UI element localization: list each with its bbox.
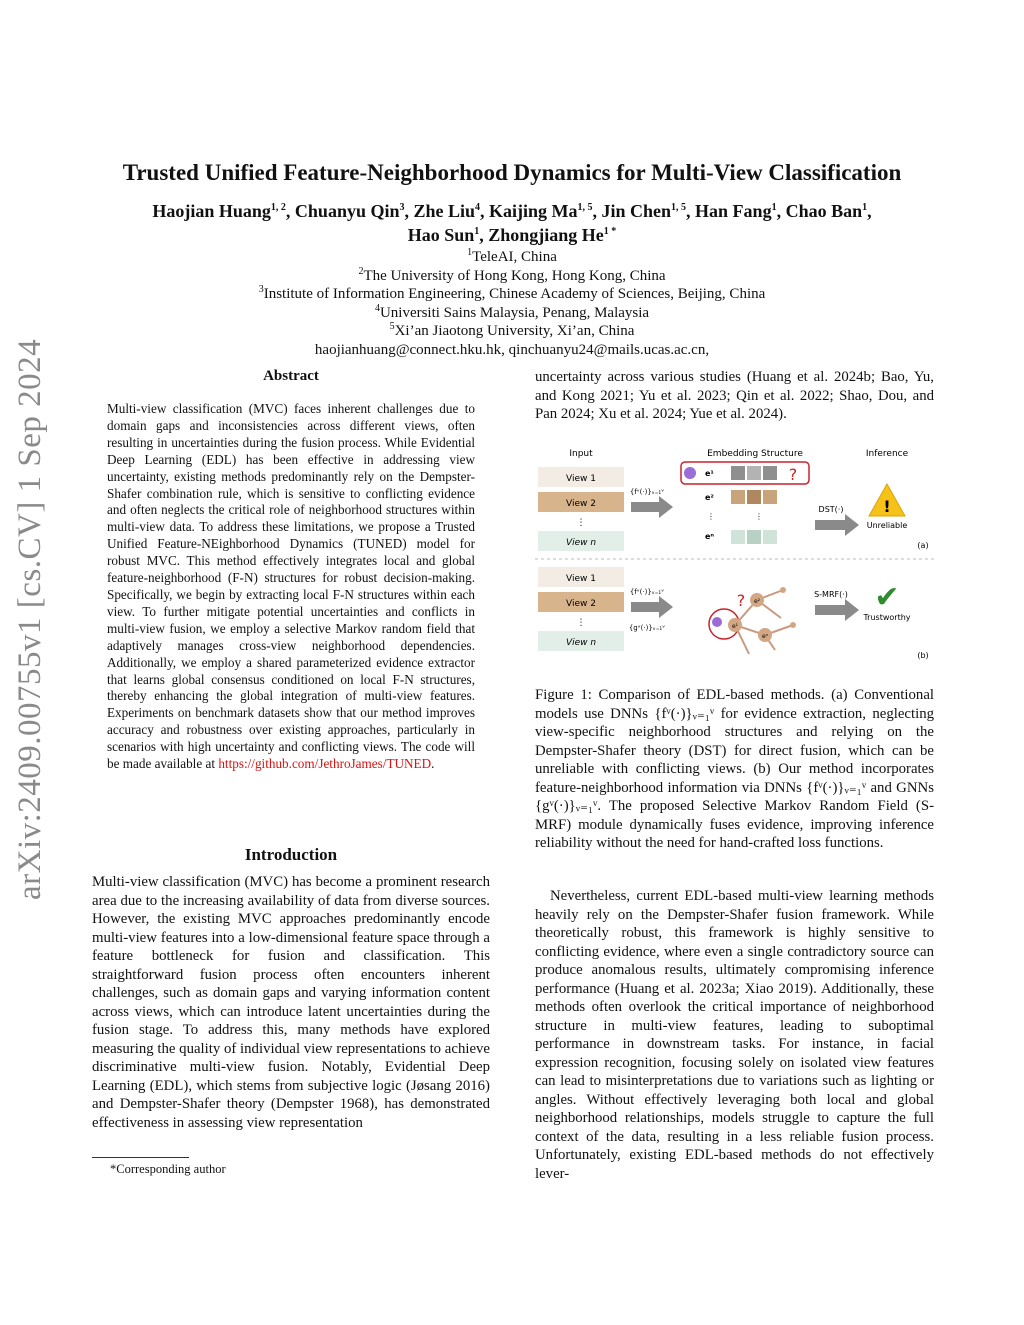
smrf-label: S-MRF(·) (814, 590, 848, 599)
view-label: View 2 (566, 499, 596, 509)
introduction-heading: Introduction (244, 845, 338, 864)
author-list (90, 199, 934, 247)
figure-diagram (535, 440, 934, 665)
view-label: View n (565, 538, 597, 548)
code-link[interactable]: https://github.com/JethroJames/TUNED (218, 756, 432, 772)
figure-1 (535, 440, 934, 665)
author: Han Fang$^1$, (695, 201, 786, 221)
col-inference: Inference (865, 449, 909, 459)
emails: haojianhuang@connect.hku.hk, qinchuanyu24@mails.ucas.ac.cn, (314, 341, 710, 358)
author: Chao Ban$^1$, (785, 201, 872, 221)
question-mark: ? (788, 465, 798, 484)
affiliation: $^3$Institute of Information Engineering, Chinese Academy of Sciences, Beijing, China (258, 284, 766, 302)
check-icon: ✔ (874, 580, 900, 615)
graph-node-label: eⁿ (761, 633, 769, 640)
unreliable-label: Unreliable (866, 521, 908, 530)
col-input: Input (569, 449, 593, 459)
panel-a-label: (a) (917, 541, 929, 550)
embedding-label: eⁿ (705, 532, 715, 541)
author: Chuanyu Qin$^3$, (294, 201, 414, 221)
warning-icon: ! (883, 497, 891, 516)
question-mark: ? (736, 591, 746, 610)
view-dots: ⋮ (576, 618, 586, 628)
affiliations (150, 248, 874, 359)
affiliation: $^1$TeleAI, China (467, 247, 557, 265)
embedding-dots: ⋮ (755, 512, 763, 521)
author: Jin Chen$^{1, 5}$, (601, 201, 696, 221)
view-label: View 1 (566, 574, 596, 584)
affiliation: $^5$Xi’an Jiaotong University, Xi’an, China (389, 321, 635, 339)
trustworthy-label: Trustworthy (863, 613, 911, 622)
affiliation: $^4$Universiti Sains Malaysia, Penang, Malaysia (374, 302, 650, 321)
panel-a-inputs (538, 467, 624, 551)
embedding-label: e¹ (705, 469, 714, 478)
graph-node-label: e² (753, 598, 761, 605)
author: Zhongjiang $He^{1 *}$ (488, 225, 617, 245)
panel-b-inputs (538, 567, 624, 651)
view-label: View n (565, 638, 597, 648)
abstract-body: Multi-view classification (MVC) faces inherent challenges due to domain gaps and inconsistencies across different views, often resulting in uncertainties during the fusion process. While Evidential Deep Learning (EDL) has been effective in addressing view uncertainty, existing methods predominantly rely on the Dempster-Shafer combination rule, which is sensitive to conflicting evidence and often neglects the critical role of neighborhood structures within multi-view data. To address these limitations, we propose a Trusted Unified Feature-NEighborhood Dynamics (TUNED) model for robust MVC. This method effectively integrates local and global feature-neighborhood (F-N) structures for robust decision-making. Specifically, we begin by extracting local F-N structures within each view. To further mitigate potential uncertainties and conflicts in multi-view fusion, we employ a selective Markov random field that adaptively manages cross-view neighborhood dependencies. Additionally, we employ a shared parameterized evidence extractor that learns global consensus conditioned on local F-N structures, thereby enhancing the global integration of multi-view features. Experiments on benchmark datasets show that our method improves accuracy and robustness over existing approaches, particularly in scenarios with high uncertainty and conflicting views. The code will be made available at https://github.com/JethroJames/TUNED. (107, 401, 475, 772)
embedding-dots: ⋮ (707, 512, 715, 521)
f-label-a: {fᵛ(·)}ᵥ₌₁ᵛ (629, 488, 665, 496)
paper-title: Trusted Unified Feature-Neighborhood Dynamics for Multi-View Classification (122, 160, 902, 185)
author: Haojian Huang$^{1, 2}$, (152, 201, 295, 221)
view-label: View 2 (566, 599, 596, 609)
f-label-b: {fᵛ(·)}ᵥ₌₁ᵛ (629, 588, 665, 596)
graph-node-label: e¹ (731, 623, 739, 630)
right-top-text: uncertainty across various studies (Huang et al. 2024b; Bao, Yu, and Kong 2021; Yu et al. 2023; Qin et al. 2022; Shao, Dou, and Pan 2024; Xu et al. 2024; Yue et al. 2024). (535, 369, 934, 422)
abstract-heading: Abstract (263, 368, 319, 384)
col-embedding: Embedding Structure (707, 449, 803, 459)
panel-b-label: (b) (917, 651, 929, 660)
author: Kaijing Ma$^{1, 5}$, (489, 201, 602, 221)
footnote: *Corresponding author (110, 1162, 226, 1176)
footnote-rule (92, 1157, 189, 1158)
g-label-b: {gᵛ(·)}ᵥ₌₁ᵛ (628, 624, 666, 632)
author: Zhe Liu$^4$, (413, 201, 490, 221)
author: Hao Sun$^1$, (407, 225, 489, 245)
figure-caption: Figure 1: Comparison of EDL-based methods. (a) Conventional models use DNNs {fᵛ(·)}ᵥ₌₁ᵛ for evidence extraction, neglecting view-specific neighborhood structures and relying on the Dempster-Shafer theory (DST) for direct fusion, which can be unreliable with conflicting views. (b) Our method incorporates feature-neighborhood information via DNNs {fᵛ(·)}ᵥ₌₁ᵛ and GNNs {gᵛ(·)}ᵥ₌₁ᵛ. The proposed Selective Markov Random Field (S-MRF) module dynamically fuses evidence, improving inference reliability without the need for hand-crafted loss functions. (535, 687, 934, 851)
arxiv-stamp: arXiv:2409.00755v1 [cs.CV] 1 Sep 2024 (12, 338, 48, 900)
dst-label: DST(·) (818, 505, 844, 514)
right-body-paragraph: Nevertheless, current EDL-based multi-view learning methods heavily rely on the Dempster-Shafer fusion framework. While theoretically robust, this framework is highly sensitive to conflicting evidence, where even a single contradictory source can produce anomalous results, ultimately compromising inference performance (Huang et al. 2023a; Xiao 2019). Additionally, these methods often overlook the critical importance of neighborhood structure in multi-view features, leading to suboptimal performance in downstream tasks. For instance, in facial expression recognition, focusing solely on isolated view features can lead to misinterpretations due to variations such as lighting or angles. Without effectively leveraging both local and global neighborhood relationships, models struggle to capture the full context of the data, resulting in a less reliable fusion process. Unfortunately, existing EDL-based methods do not effectively lever- (535, 888, 934, 1182)
embedding-label: e² (705, 493, 714, 502)
introduction-body: Multi-view classification (MVC) has become a prominent research area due to the increasing availability of data from diverse sources. However, the existing MVC approaches predominantly encode multi-view features into a low-dimensional feature space through a feature bottleneck for fusion and classification. This straightforward fusion process often encounters inherent challenges, such as domain gaps and varying information content across views, which can introduce latent uncertainties during the fusion stage. To address this, many methods have explored measuring the quality of individual view representations to achieve discriminative multi-view fusion. Notably, Evidential Deep Learning (EDL), which stems from subjective logic (Jøsang 2016) and Dempster-Shafer theory (Dempster 1968), has demonstrated effectiveness in assessing view representation (92, 874, 490, 1131)
view-dots: ⋮ (576, 518, 586, 528)
view-label: View 1 (566, 474, 596, 484)
affiliation: $^2$The University of Hong Kong, Hong Kong, China (358, 265, 666, 284)
